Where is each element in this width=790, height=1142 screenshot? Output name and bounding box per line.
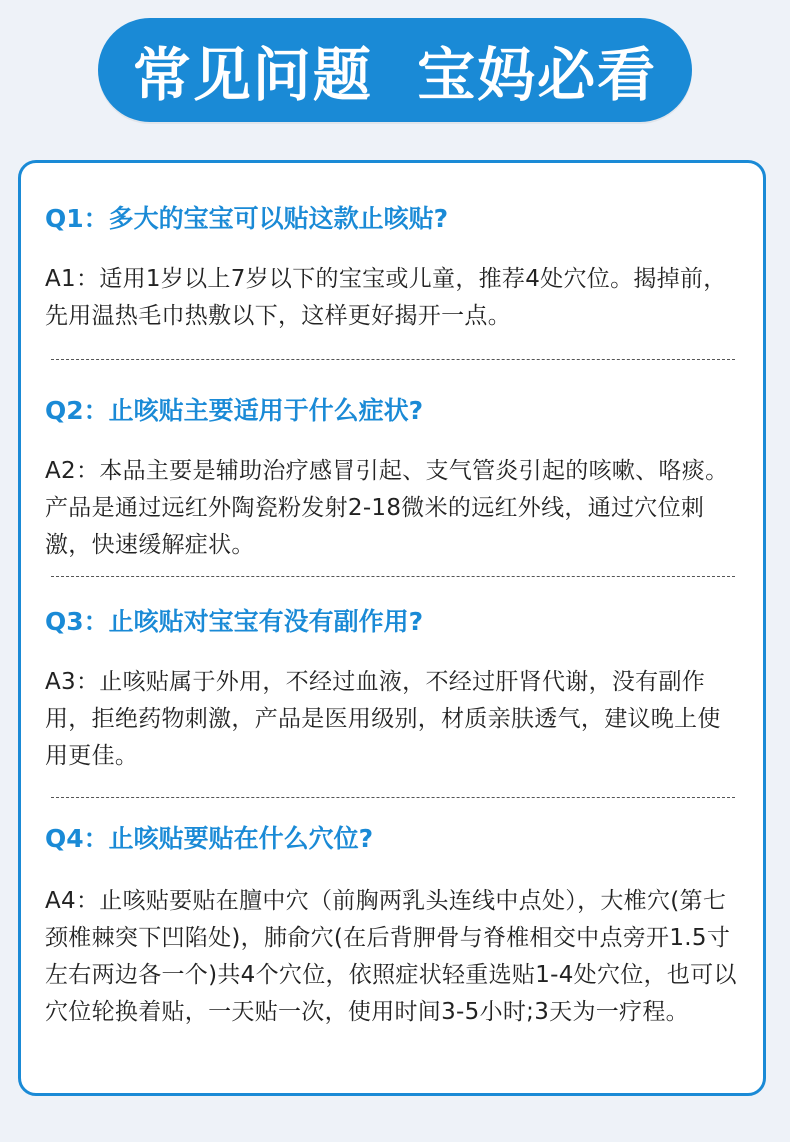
divider	[51, 576, 735, 577]
faq-question-1: Q1：多大的宝宝可以贴这款止咳贴?	[45, 204, 449, 233]
faq-answer-3: A3：止咳贴属于外用，不经过血液，不经过肝肾代谢，没有副作用，拒绝药物刺激，产品是医用级别，材质亲肤透气，建议晚上使用更佳。	[45, 669, 721, 769]
divider	[51, 797, 735, 798]
divider	[51, 359, 735, 360]
faq-answer-4: A4：止咳贴要贴在膻中穴（前胸两乳头连线中点处），大椎穴(第七颈椎棘突下凹陷处)，肺俞穴(在后背胛骨与脊椎相交中点旁开1.5寸左右两边各一个)共4个穴位，依照症状轻重选贴1-4处穴位，也可以穴位轮换着贴，一天贴一次，使用时间3-5小时;3天为一疗程。	[45, 888, 737, 1025]
faq-question-3: Q3：止咳贴对宝宝有没有副作用?	[45, 607, 424, 636]
faq-question-2: Q2：止咳贴主要适用于什么症状?	[45, 396, 424, 425]
title-banner	[98, 18, 692, 122]
faq-answer-1: A1：适用1岁以上7岁以下的宝宝或儿童，推荐4处穴位。揭掉前，先用温热毛巾热敷以下，这样更好揭开一点。	[45, 266, 727, 329]
page-title: 常见问题 宝妈必看	[132, 41, 658, 109]
faq-question-4: Q4：止咳贴要贴在什么穴位?	[45, 824, 374, 853]
faq-item-3	[45, 604, 741, 775]
faq-answer-2: A2：本品主要是辅助治疗感冒引起、支气管炎引起的咳嗽、咯痰。产品是通过远红外陶瓷粉发射2-18微米的远红外线，通过穴位刺激，快速缓解症状。	[45, 458, 729, 558]
faq-item-2	[45, 393, 741, 564]
faq-item-1	[45, 201, 741, 335]
faq-card	[18, 160, 766, 1096]
faq-item-4	[45, 821, 741, 1031]
